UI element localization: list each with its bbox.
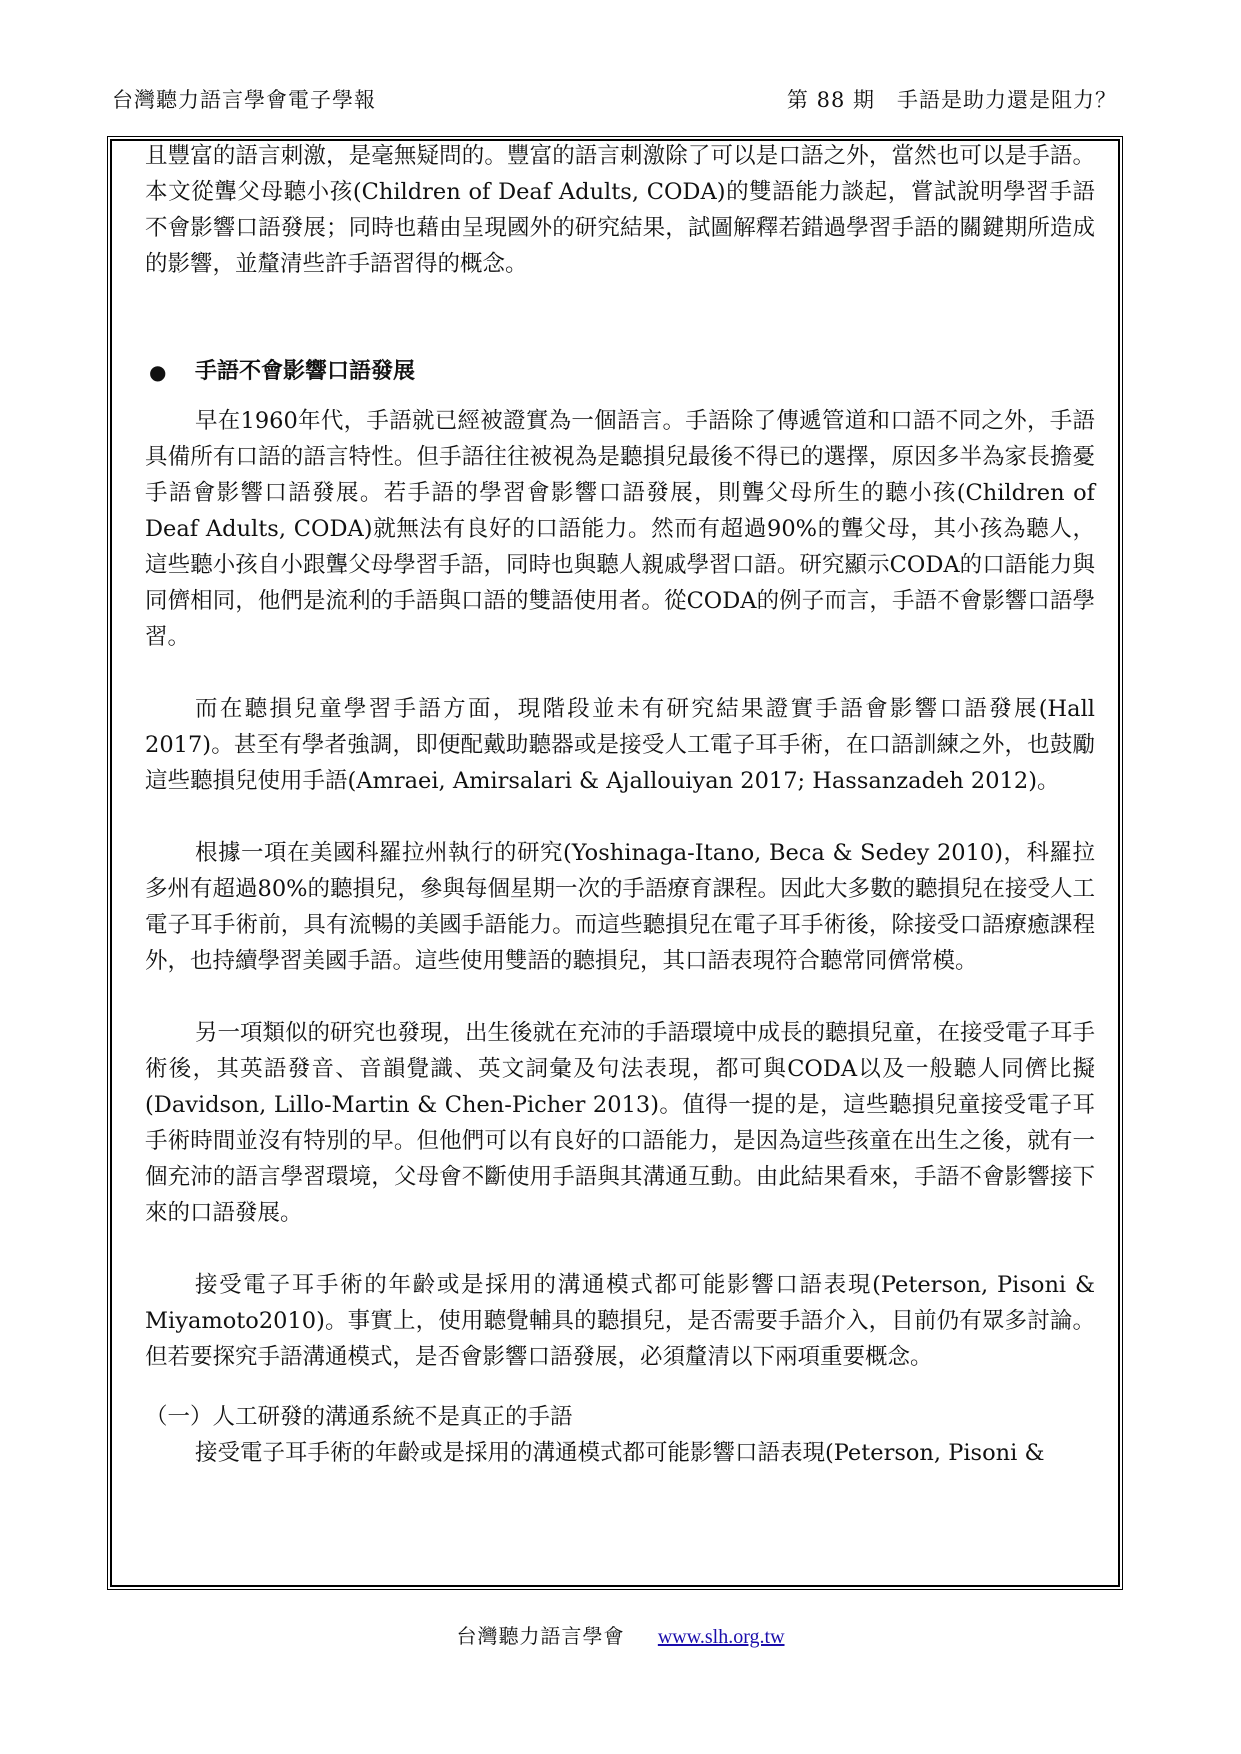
spacer — [145, 1375, 1095, 1399]
spacer — [145, 1231, 1095, 1267]
article-body — [145, 138, 1095, 1471]
page-footer — [0, 1620, 1241, 1649]
footer-website-link[interactable]: www.slh.org.tw — [657, 1626, 785, 1648]
subheading-1: （一）人工研發的溝通系統不是真正的手語 — [145, 1404, 573, 1430]
paragraph-3: 根據一項在美國科羅拉州執行的研究(Yoshinaga-Itano, Beca & Sedey 2010)，科羅拉多州有超過80%的聽損兒，參與每個星期一次的手語療育課程。因此大多數的聽損兒在接受人工電子耳手術前，具有流暢的美國手語能力。而這些聽損兒在電子耳手術後，除接受口語療癒課程外，也持續學習美國手語。這些使用雙語的聽損兒，其口語表現符合聽常同儕常模。 — [145, 840, 1096, 974]
journal-title: 台灣聽力語言學會電子學報 — [112, 88, 376, 112]
spacer — [145, 799, 1095, 835]
spacer — [145, 282, 1095, 354]
paragraph-1: 早在1960年代，手語就已經被證實為一個語言。手語除了傳遞管道和口語不同之外，手語具備所有口語的語言特性。但手語往往被視為是聽損兒最後不得已的選擇，原因多半為家長擔憂手語會影響口語發展。若手語的學習會影響口語發展，則聾父母所生的聽小孩(Children of Deaf Adults, CODA)就無法有良好的口語能力。然而有超過90%的聾父母，其小孩為聽人，這些聽小孩自小跟聾父母學習手語，同時也與聽人親戚學習口語。研究顯示CODA的口語能力與同儕相同，他們是流利的手語與口語的雙語使用者。從CODA的例子而言，手語不會影響口語學習。 — [145, 408, 1095, 650]
spacer — [145, 655, 1095, 691]
paragraph-2: 而在聽損兒童學習手語方面，現階段並未有研究結果證實手語會影響口語發展(Hall 2017)。甚至有學者強調，即便配戴助聽器或是接受人工電子耳手術，在口語訓練之外，也鼓勵這些聽損兒使用手語(Amraei, Amirsalari & Ajallouiyan 2017; Hassanzadeh 2012)。 — [145, 696, 1095, 794]
section-heading — [145, 354, 1095, 390]
intro-paragraph: 且豐富的語言刺激，是毫無疑問的。豐富的語言刺激除了可以是口語之外，當然也可以是手語。本文從聾父母聽小孩(Children of Deaf Adults, CODA)的雙語能力談起，嘗試說明學習手語不會影響口語發展；同時也藉由呈現國外的研究結果，試圖解釋若錯過學習手語的關鍵期所造成的影響，並釐清些許手語習得的概念。 — [145, 143, 1095, 277]
paragraph-4: 另一項類似的研究也發現，出生後就在充沛的手語環境中成長的聽損兒童，在接受電子耳手術後，其英語發音、音韻覺識、英文詞彙及句法表現，都可與CODA以及一般聽人同儕比擬(Davidson, Lillo-Martin & Chen-Picher 2013)。值得一提的是，這些聽損兒童接受電子耳手術時間並沒有特別的早。但他們可以有良好的口語能力，是因為這些孩童在出生之後，就有一個充沛的語言學習環境，父母會不斷使用手語與其溝通互動。由此結果看來，手語不會影響接下來的口語發展。 — [145, 1020, 1096, 1226]
paragraph-5: 接受電子耳手術的年齡或是採用的溝通模式都可能影響口語表現(Peterson, Pisoni & Miyamoto2010)。事實上，使用聽覺輔具的聽損兒，是否需要手語介入，目前仍有眾多討論。但若要探究手語溝通模式，是否會影響口語發展，必須釐清以下兩項重要概念。 — [145, 1272, 1095, 1370]
footer-org: 台灣聽力語言學會 — [456, 1624, 625, 1648]
bullet-icon: ● — [149, 360, 167, 384]
spacer — [145, 390, 1095, 403]
spacer — [145, 979, 1095, 1015]
paragraph-6: 接受電子耳手術的年齡或是採用的溝通模式都可能影響口語表現(Peterson, Pisoni & — [195, 1440, 1045, 1466]
running-header — [112, 84, 1117, 118]
issue-title: 第 88 期 手語是助力還是阻力？ — [786, 88, 1117, 112]
section-heading-text: 手語不會影響口語發展 — [195, 359, 416, 384]
